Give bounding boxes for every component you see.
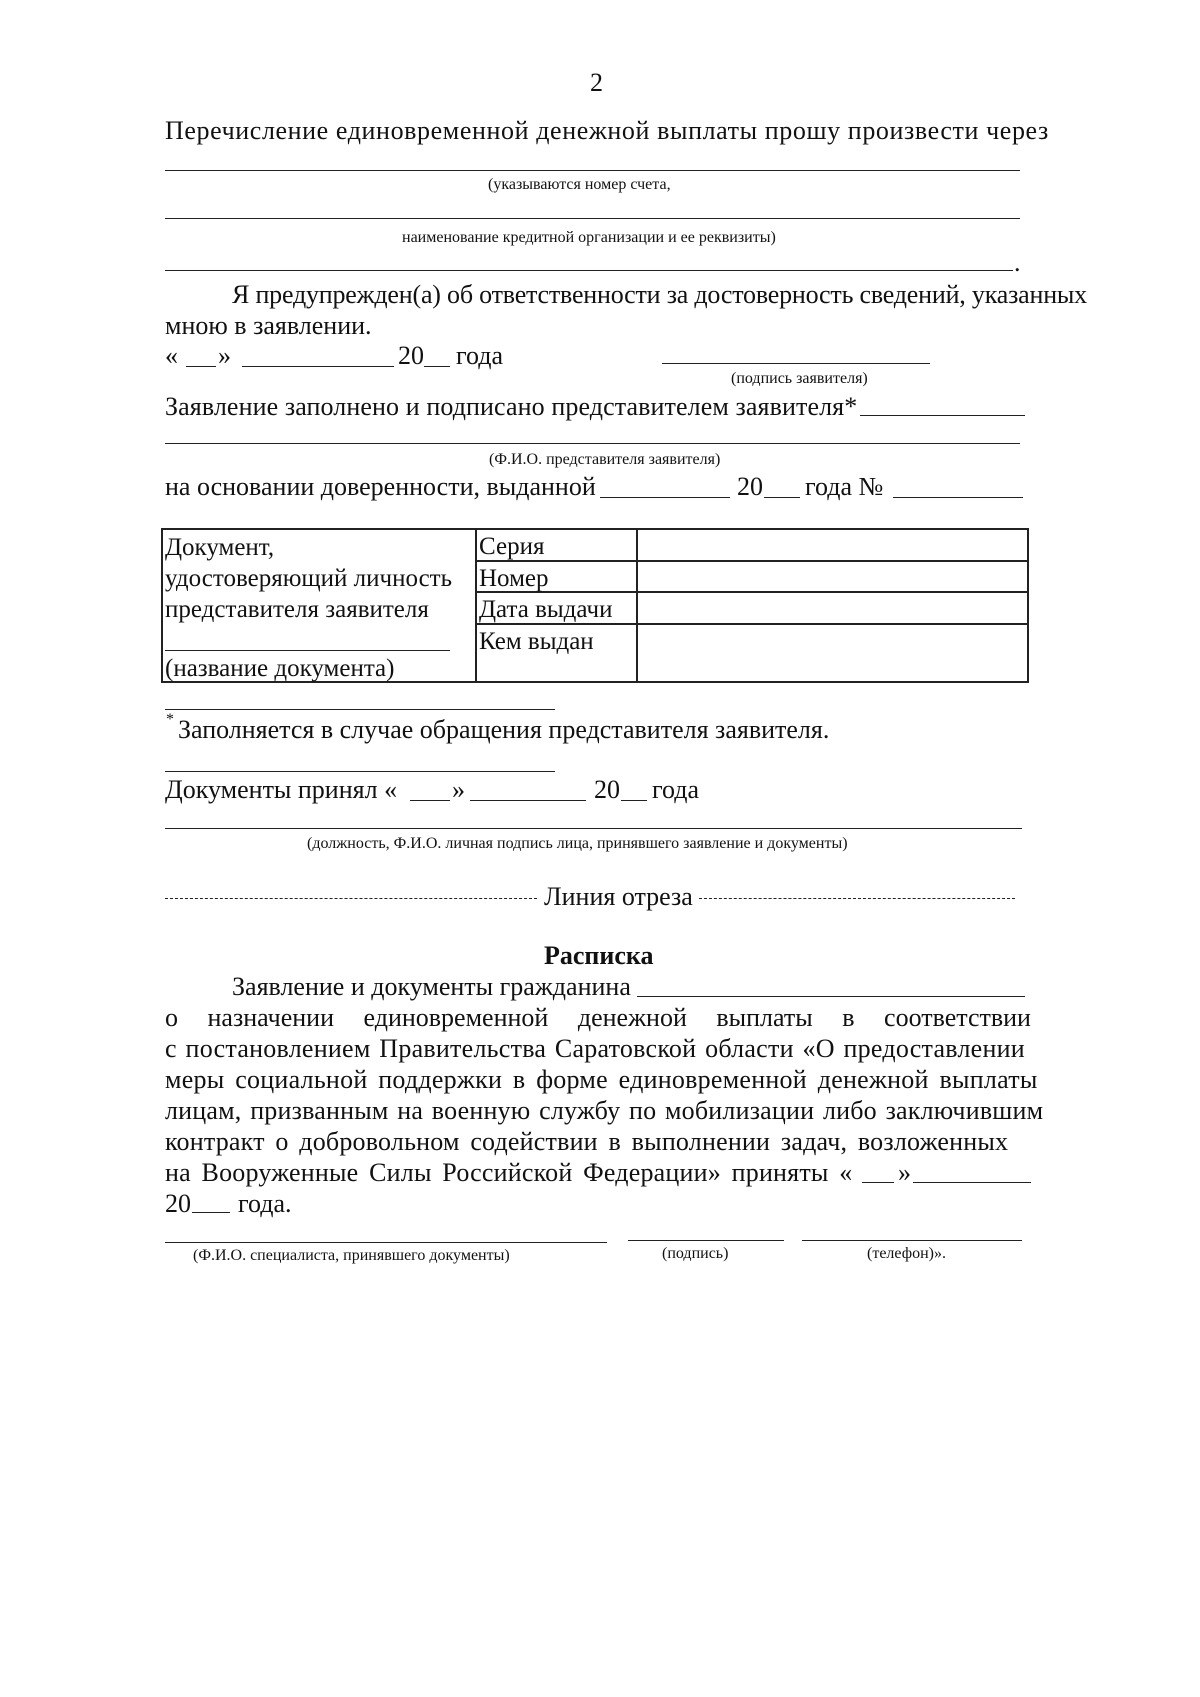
applicant-signature-field[interactable] <box>662 363 930 364</box>
date-close-quote: » <box>218 341 231 370</box>
row-label-issue-date: Дата выдачи <box>479 596 613 623</box>
receipt-year-prefix: 20 <box>165 1189 191 1218</box>
bank-caption: наименование кредитной организации и ее реквизиты) <box>402 229 776 246</box>
receipt-line-3: с постановлением Правительства Саратовской области «О предоставлении <box>165 1034 1025 1063</box>
month-field[interactable] <box>242 366 394 367</box>
accepted-by-field[interactable] <box>165 828 1022 829</box>
receipt-word: назначении <box>207 1003 335 1032</box>
bank-details-field[interactable] <box>165 270 1013 271</box>
day-field[interactable] <box>186 366 216 367</box>
proxy-year-suffix: года № <box>805 472 884 501</box>
cut-line-label: Линия отреза <box>544 882 693 911</box>
proxy-number-field[interactable] <box>893 497 1023 498</box>
citizen-name-field[interactable] <box>637 996 1025 997</box>
receipt-close-quote: » <box>898 1158 911 1187</box>
accepted-day-field[interactable] <box>410 800 450 801</box>
receipt-word: о <box>165 1003 178 1032</box>
accepted-year-suffix: года <box>652 775 700 804</box>
receipt-line-1: Заявление и документы гражданина <box>232 972 631 1001</box>
specialist-phone-field[interactable] <box>802 1240 1022 1241</box>
receipt-line-6: контракт о добровольном содействии в выполнении задач, возложенных <box>165 1127 1009 1156</box>
representative-text: Заявление заполнено и подписано представителем заявителя* <box>165 392 858 421</box>
end-dot: . <box>1014 248 1021 277</box>
row-label-series: Серия <box>479 533 545 560</box>
receipt-line-5: лицам, призванным на военную службу по мобилизации либо заключившим <box>165 1096 1044 1125</box>
receipt-line-2 <box>165 1003 1031 1033</box>
specialist-name-caption: (Ф.И.О. специалиста, принявшего документы) <box>193 1247 510 1264</box>
footnote-text: Заполняется в случае обращения представителя заявителя. <box>178 715 830 744</box>
receipt-month-field[interactable] <box>913 1182 1031 1183</box>
year-suffix: года <box>456 341 504 370</box>
transfer-line-1 <box>165 116 1049 146</box>
receipt-title: Расписка <box>544 941 654 970</box>
row-label-number: Номер <box>479 565 549 592</box>
year-prefix: 20 <box>398 341 424 370</box>
footnote-separator <box>165 709 555 710</box>
accepted-separator <box>165 771 555 772</box>
table-row-line <box>475 591 1029 593</box>
id-doc-label-3: представителя заявителя <box>165 596 429 623</box>
receipt-line-7: на Вооруженные Силы Российской Федерации» приняты « <box>165 1158 853 1187</box>
document-name-caption: (название документа) <box>165 655 395 682</box>
warning-line-2: мною в заявлении. <box>165 311 372 340</box>
table-divider <box>636 528 638 683</box>
row-label-issued-by: Кем выдан <box>479 628 594 655</box>
phone-caption: (телефон)». <box>867 1245 946 1262</box>
proxy-year-field[interactable] <box>764 497 800 498</box>
accepted-month-field[interactable] <box>470 800 586 801</box>
transfer-text: Перечисление единовременной денежной выплаты прошу произвести через <box>165 116 1049 145</box>
receipt-year-suffix: года. <box>238 1189 292 1218</box>
proxy-date-field[interactable] <box>600 497 730 498</box>
specialist-name-field[interactable] <box>165 1242 607 1243</box>
receipt-word: в <box>842 1003 855 1032</box>
specialist-signature-field[interactable] <box>628 1240 784 1241</box>
receipt-year-field[interactable] <box>192 1212 230 1213</box>
accepted-text: Документы принял « <box>165 775 398 804</box>
receipt-word: соответствии <box>884 1003 1031 1032</box>
representative-name-caption: (Ф.И.О. представителя заявителя) <box>489 451 721 468</box>
cut-line-left <box>165 898 537 899</box>
id-doc-label-2: удостоверяющий личность <box>165 565 452 592</box>
year-field[interactable] <box>424 366 450 367</box>
accepted-year-field[interactable] <box>621 800 647 801</box>
warning-line-1: Я предупрежден(а) об ответственности за достоверность сведений, указанных <box>232 280 1087 309</box>
table-row-line <box>475 560 1029 562</box>
receipt-word: денежной <box>577 1003 687 1032</box>
date-open-quote: « <box>165 341 178 370</box>
receipt-word: единовременной <box>363 1003 549 1032</box>
receipt-day-field[interactable] <box>862 1182 894 1183</box>
bank-name-field[interactable] <box>165 218 1020 219</box>
document-name-field[interactable] <box>165 650 450 651</box>
cut-line-right <box>699 898 1015 899</box>
applicant-signature-caption: (подпись заявителя) <box>731 370 868 387</box>
account-number-field[interactable] <box>165 170 1020 171</box>
accepted-close-quote: » <box>452 775 465 804</box>
table-divider <box>475 528 477 683</box>
receipt-line-4: меры социальной поддержки в форме единовременной денежной выплаты <box>165 1065 1038 1094</box>
page-number: 2 <box>590 68 603 97</box>
footnote-mark: * <box>166 711 174 728</box>
proxy-year-prefix: 20 <box>737 472 763 501</box>
id-doc-label-1: Документ, <box>165 534 275 561</box>
accepted-caption: (должность, Ф.И.О. личная подпись лица, принявшего заявление и документы) <box>307 835 848 852</box>
accepted-year-prefix: 20 <box>594 775 620 804</box>
representative-name-field[interactable] <box>165 443 1020 444</box>
proxy-text: на основании доверенности, выданной <box>165 472 596 501</box>
representative-signature-field[interactable] <box>860 415 1025 416</box>
signature-caption: (подпись) <box>662 1245 729 1262</box>
receipt-word: выплаты <box>716 1003 813 1032</box>
account-caption: (указываются номер счета, <box>488 176 671 193</box>
